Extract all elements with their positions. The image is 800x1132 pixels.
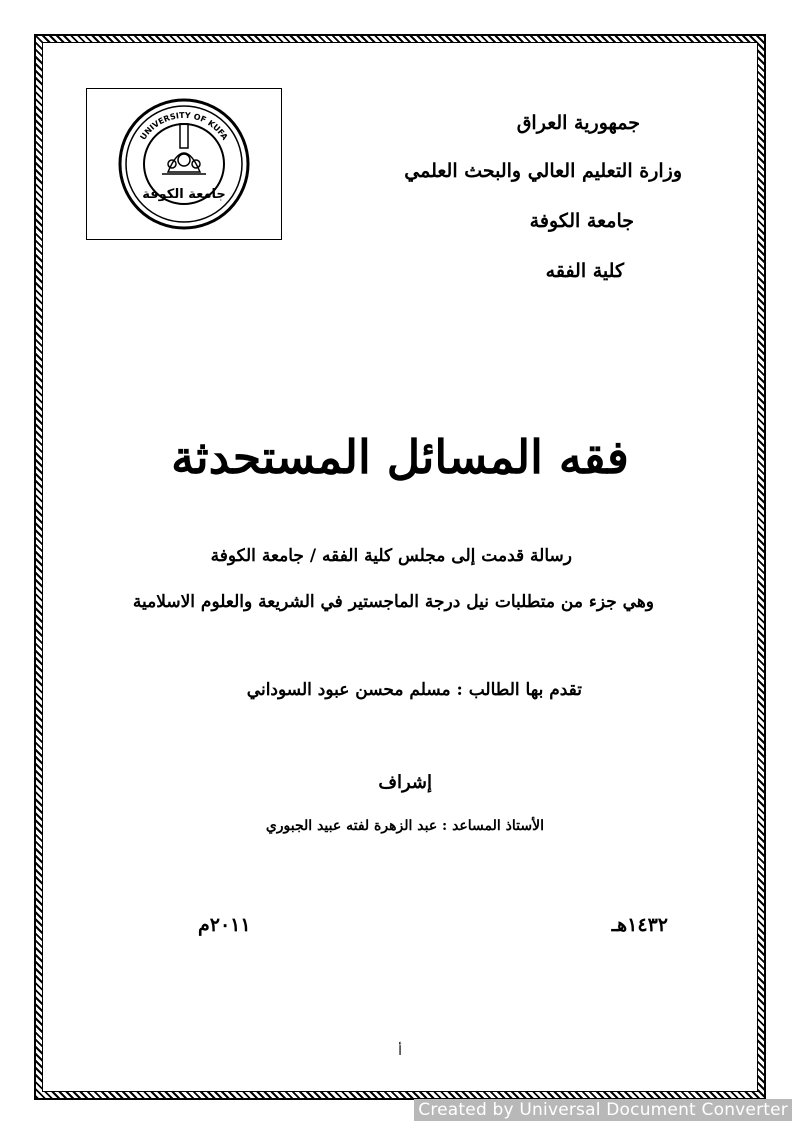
header-university: جامعة الكوفة	[529, 210, 634, 232]
date-hijri: ١٤٣٢هـ	[611, 914, 668, 936]
university-logo-box	[86, 88, 282, 240]
page-number: أ	[398, 1044, 402, 1059]
student-name: تقدم بها الطالب : مسلم محسن عبود السوداني	[246, 680, 582, 700]
header-country: جمهورية العراق	[516, 112, 640, 134]
university-seal-icon	[98, 94, 270, 234]
subtitle-line-1: رسالة قدمت إلى مجلس كلية الفقه / جامعة الكوفة	[210, 546, 572, 566]
subtitle-line-2: وهي جزء من متطلبات نيل درجة الماجستير في الشريعة والعلوم الاسلامية	[132, 592, 654, 612]
header-ministry: وزارة التعليم العالي والبحث العلمي	[404, 160, 682, 182]
date-gregorian: ٢٠١١م	[198, 914, 251, 936]
header-faculty: كلية الفقه	[545, 260, 624, 282]
seal-inner-text: جامعة الكوفة	[142, 187, 226, 202]
supervisor-name: الأستاذ المساعد : عبد الزهرة لفته عبيد الجبوري	[265, 818, 544, 834]
thesis-title: فقه المسائل المستحدثة	[171, 430, 629, 484]
converter-watermark: Created by Universal Document Converter	[414, 1099, 792, 1121]
seal-outer-text: UNIVERSITY OF KUFA	[138, 110, 230, 142]
supervision-label: إشراف	[378, 772, 432, 793]
